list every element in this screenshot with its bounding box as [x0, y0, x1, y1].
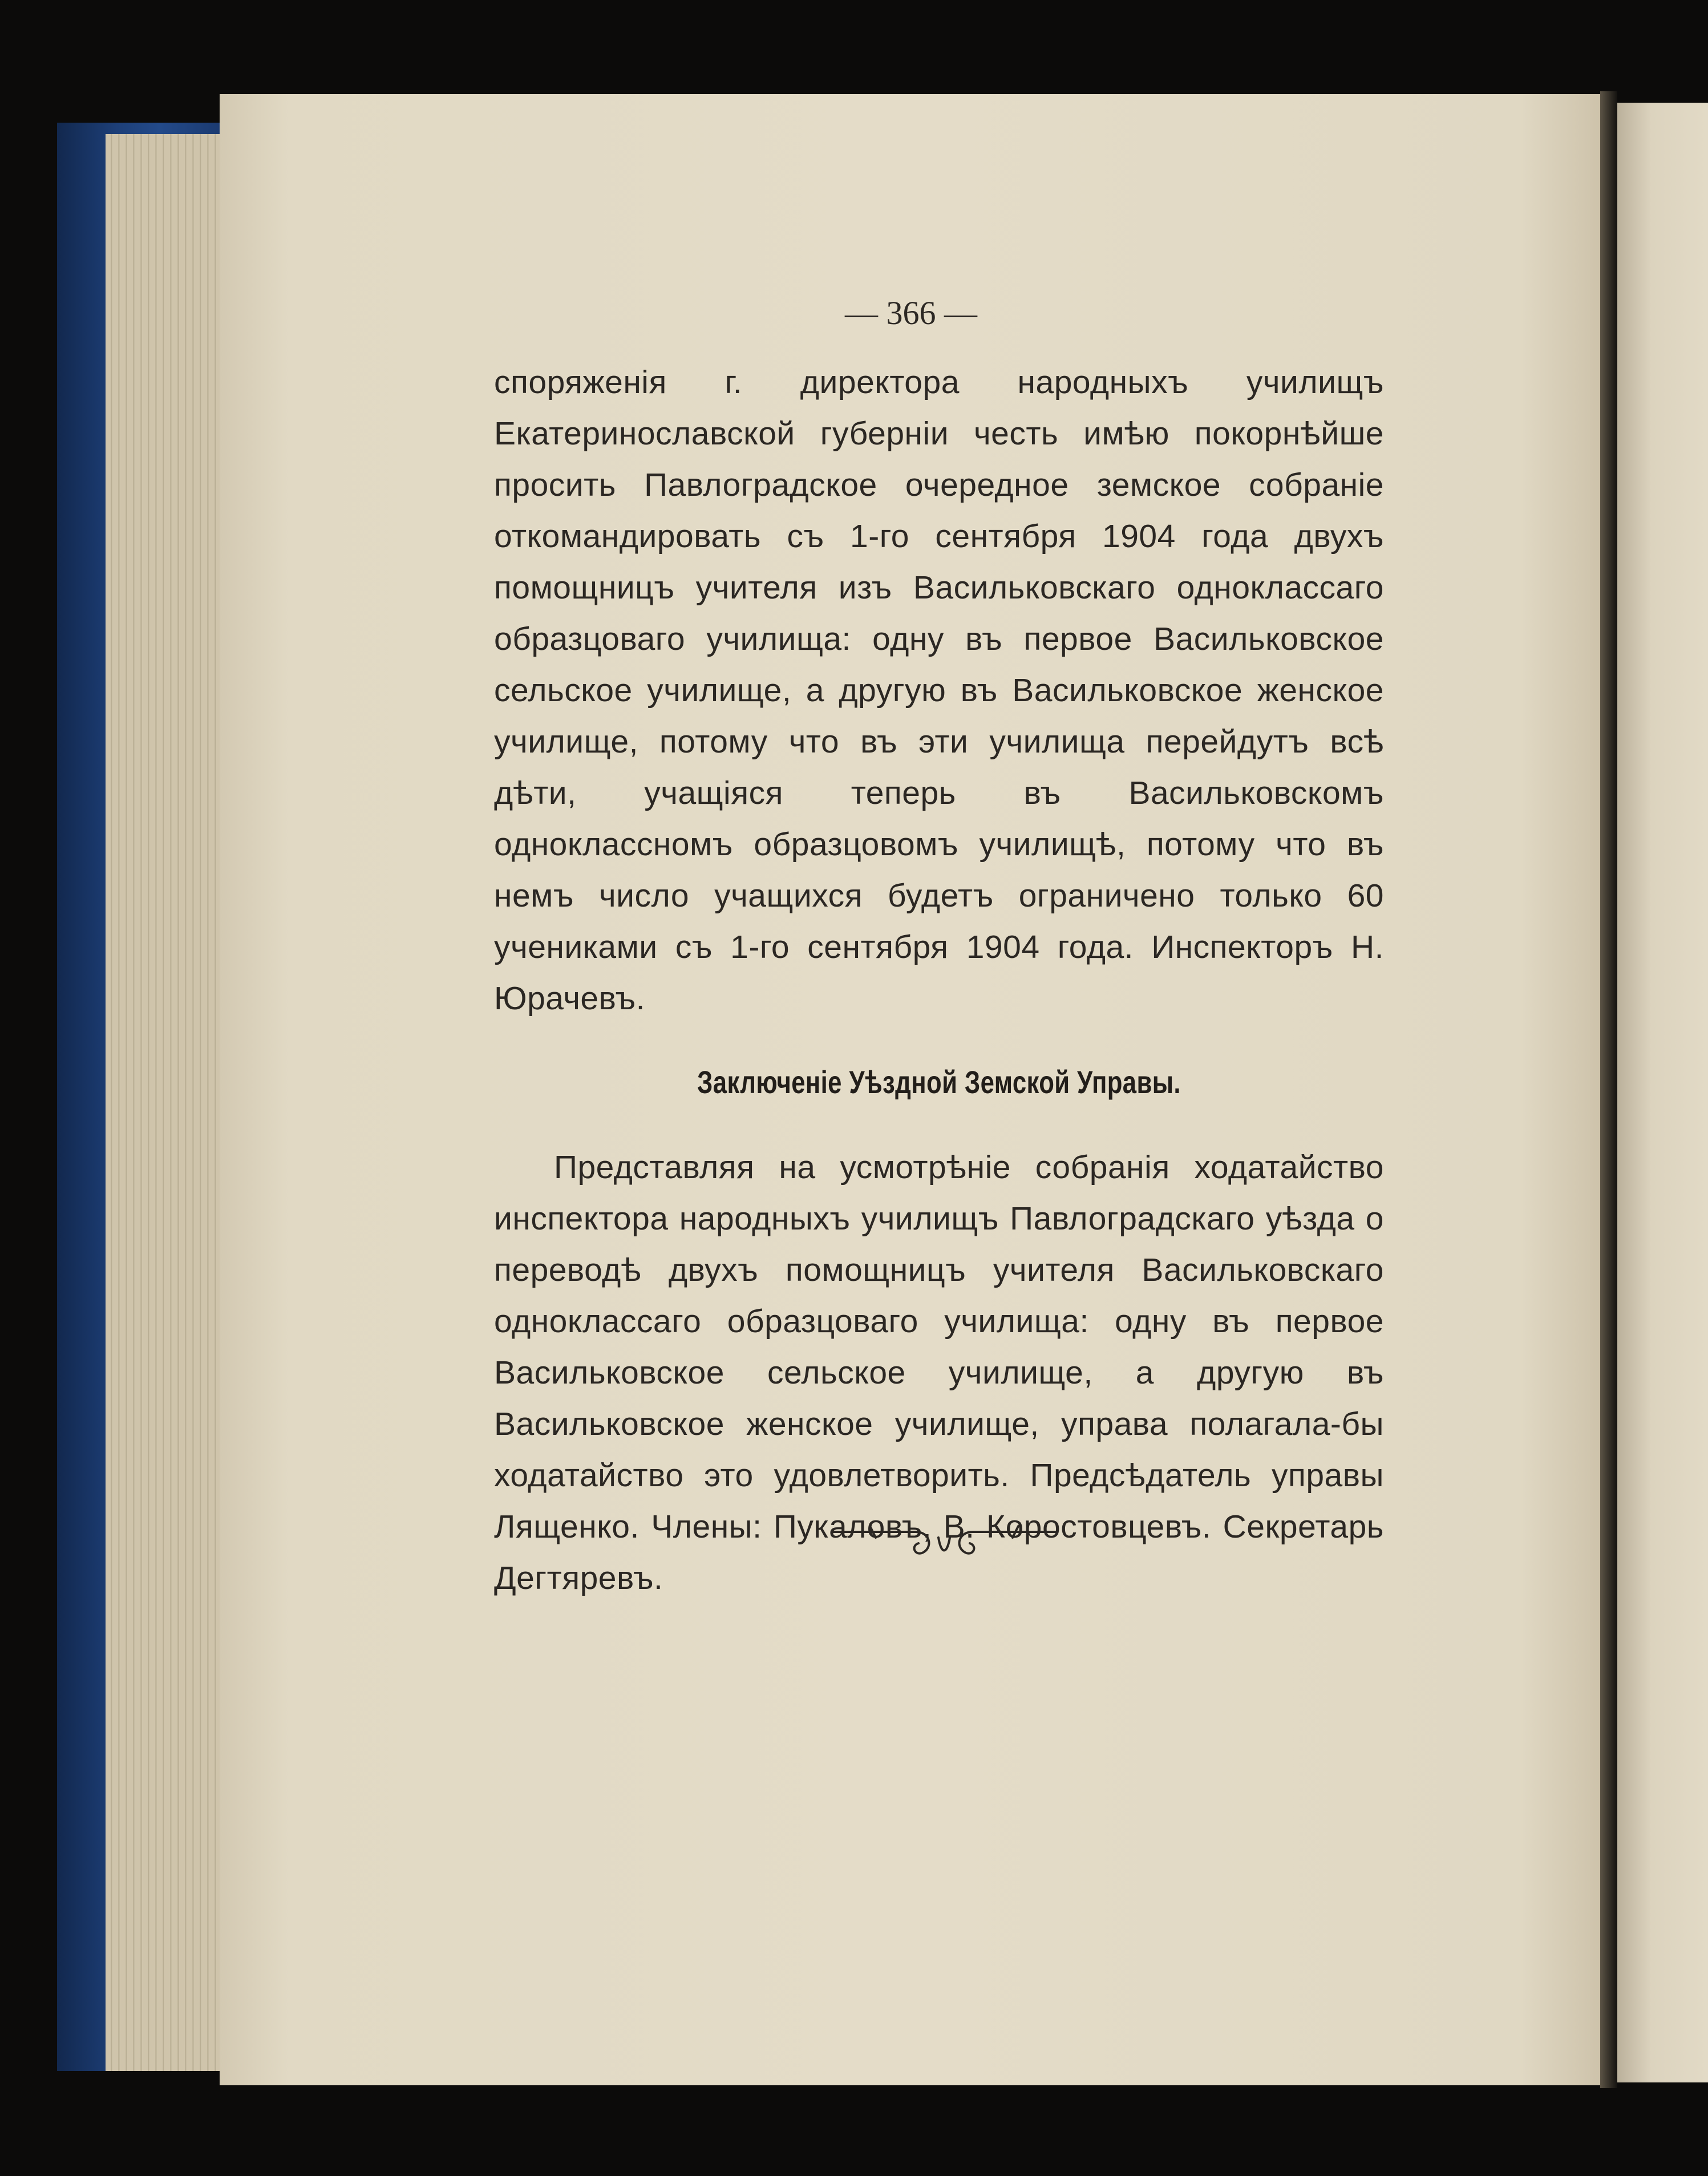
facing-page-edge	[1613, 103, 1708, 2082]
decorative-tailpiece-icon	[830, 1515, 1058, 1566]
spine-shadow	[1600, 91, 1617, 2088]
paragraph-conclusion: Представляя на усмотрѣніе собранія ходатайство инспектора народныхъ училищъ Павлоградскаго уѣзда о переводѣ двухъ помощницъ учителя Васильковскаго одноклассаго образцоваго училища: одну въ первое Васильковское сельское училище, а другую въ Васильковское женское училище, управа полагала-бы ходатайство это удовлетворить. Предсѣдатель управы Лященко. Члены: Пукаловъ, В. Коростовцевъ. Секретарь Дегтяревъ.	[494, 1149, 1384, 1596]
page-stack-edges	[106, 134, 231, 2071]
paragraph-petition: споряженія г. директора народныхъ училищъ Екатеринославской губерніи честь имѣю покорнѣйше просить Павлоградское очередное земское собраніе откомандировать съ 1-го сентября 1904 года двухъ помощницъ учителя изъ Васильковскаго одноклассаго образцоваго училища: одну въ первое Васильковское сельское училище, а другую въ Васильковское женское училище, потому что въ эти училища перейдутъ всѣ дѣти, учащіяся теперь въ Васильковскомъ одноклассномъ образцовомъ училищѣ, потому что въ немъ число учащихся будетъ ограничено только 60 учениками съ 1-го сентября 1904 года. Инспекторъ Н. Юрачевъ.	[494, 364, 1384, 1017]
section-heading: Заключеніе Уѣздной Земской Управы.	[697, 1064, 1181, 1100]
page-number: — 366 —	[845, 294, 977, 331]
page-body	[494, 357, 1384, 1604]
